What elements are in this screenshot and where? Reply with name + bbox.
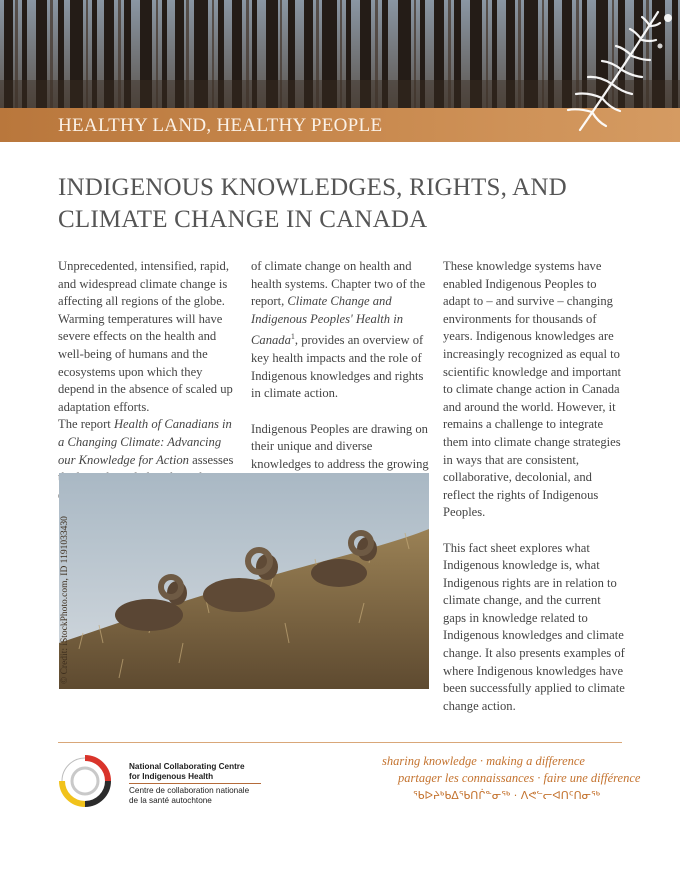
- org-name-line: for Indigenous Health: [129, 772, 214, 781]
- tagline-english: sharing knowledge · making a difference: [382, 754, 585, 768]
- banner-title: HEALTHY LAND, HEALTHY PEOPLE: [58, 115, 383, 136]
- org-name-divider: [129, 783, 261, 784]
- paragraph-text: The report: [58, 417, 114, 432]
- fern-leaf-icon: [560, 0, 680, 142]
- photo-credit: © Credit: iStockPhoto.com, ID 1191033430: [60, 516, 70, 684]
- paragraph-text: Unprecedented, intensified, rapid, and widespread climate change is affecting all regions of the globe. Warming temperatures will have severe effects on the health and well-being of humans and the ecosystems upon which they depend in the absence of scaled up adaptation efforts.: [58, 259, 233, 414]
- title-line-2: CLIMATE CHANGE IN CANADA: [58, 206, 428, 233]
- paragraph: [58, 258, 241, 504]
- org-name-line: National Collaborating Centre: [129, 762, 245, 771]
- tagline-french: partager les connaissances · faire une différence: [398, 771, 641, 785]
- paragraph-text: of climate change on health and health systems. Chapter two of the report,: [251, 259, 426, 309]
- footer-divider: [58, 742, 622, 743]
- bighorn-sheep-photo: [59, 473, 429, 689]
- org-name-line: Centre de collaboration nationale: [129, 786, 250, 795]
- org-name-line: de la santé autochtone: [129, 796, 212, 805]
- paragraph: These knowledge systems have enabled Indigenous Peoples to adapt to – and survive – changing environments for thousands of years. Indigenous knowledges are increasingly recognized as equal to scientific knowledge and important to climate change action in Canada and around the world. However, it remains a challenge to integrate them into climate change strategies in ways that are consistent, collaborative, decolonial, and reflect the rights of Indigenous Peoples.: [443, 259, 622, 520]
- header-banner: [0, 0, 680, 142]
- title-line-1: INDIGENOUS KNOWLEDGES, RIGHTS, AND: [58, 174, 567, 201]
- paragraph: [251, 258, 434, 403]
- chapter-title: Climate Change and Indigenous Peoples' Health in Canada: [251, 294, 404, 348]
- column-2: [251, 258, 434, 509]
- org-name-english: [129, 762, 245, 782]
- org-name-french: [129, 786, 249, 806]
- nccih-logo-icon: [58, 754, 112, 808]
- page-title: [58, 172, 638, 236]
- paragraph-text: assesses: [192, 452, 234, 467]
- tagline-syllabics: ᖃᐅᔨᒃᑲᐃᖃᑎᒌᓐᓂᖅ · ᐱᕙᓪᓕᐊᑎᑦᑎᓂᖅ: [413, 789, 601, 802]
- column-3: [443, 258, 626, 733]
- paragraph: Indigenous Peoples are drawing on their unique and diverse knowledges to address the growing: [251, 421, 429, 471]
- footnote-marker: 1: [290, 332, 295, 342]
- report-title: Health of Canadians in a Changing Climate: Advancing our Knowledge for Action: [58, 417, 232, 467]
- paragraph: This fact sheet explores what Indigenous knowledge is, what Indigenous rights are in relation to climate change, and the current gaps in knowledge related to Indigenous knowledges and climate change. It also presents examples of where Indigenous knowledges have been successfully applied to climate change action.: [443, 540, 625, 713]
- paragraph-text: , provides an overview of key health impacts and the role of Indigenous knowledges and rights in climate action.: [251, 333, 424, 401]
